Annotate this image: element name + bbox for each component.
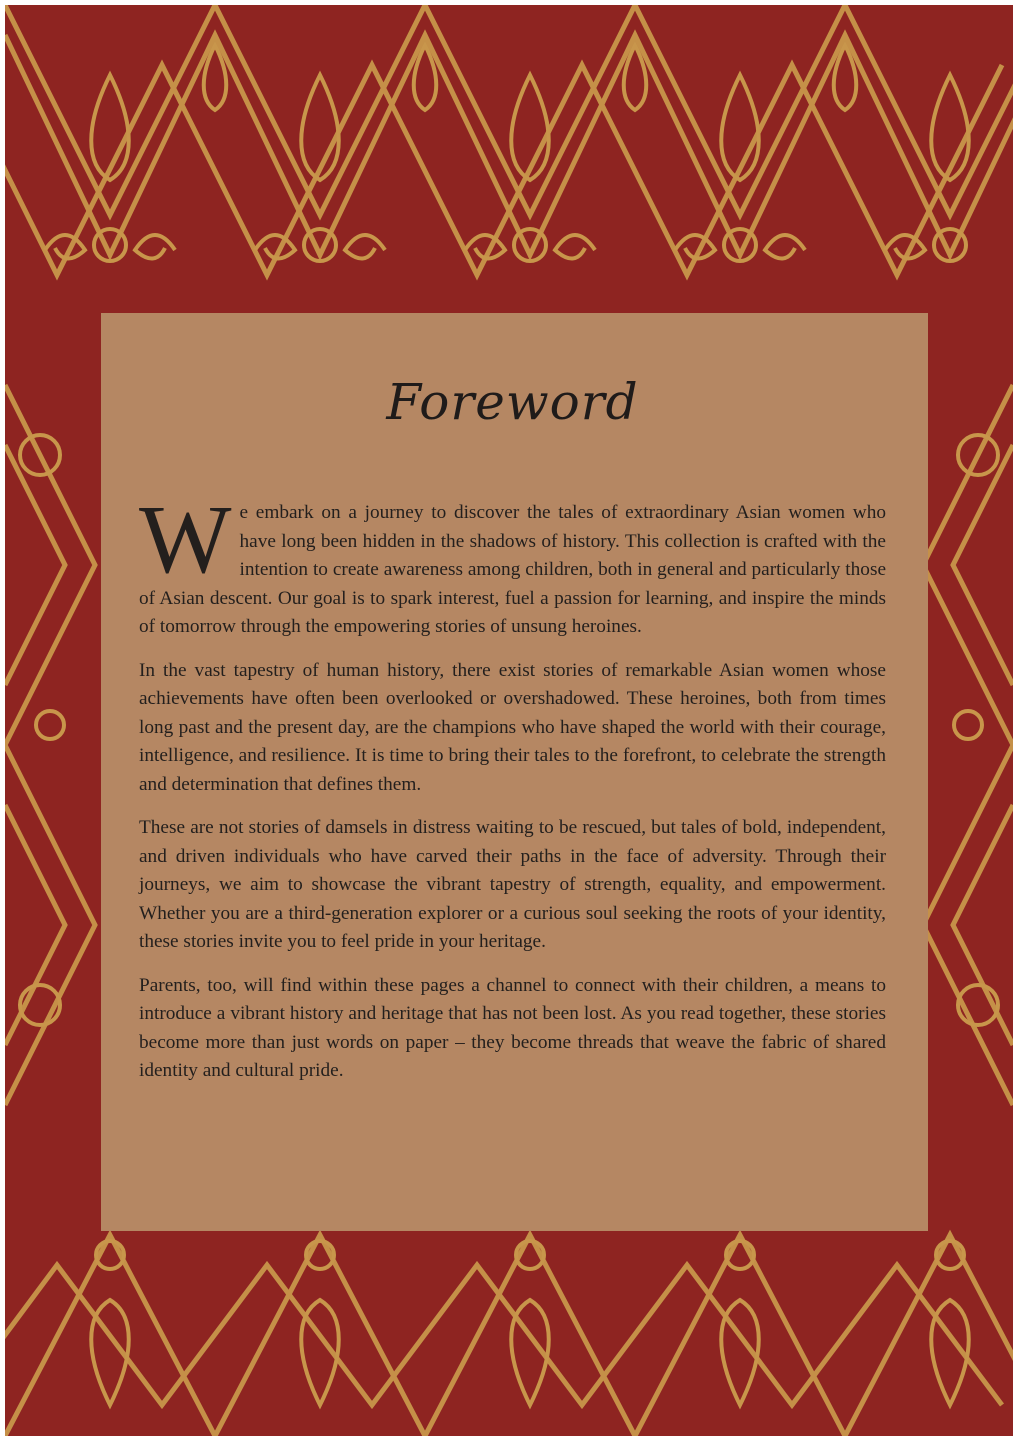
paragraph-2: In the vast tapestry of human history, there exist stories of remarkable Asian women whose achievements have often been overlooked or overshadowed. These heroines, both from times long past and the present day, are the champions who have shaped the world with their courage, intelligence, and resilience. It is time to bring their tales to the forefront, to celebrate the strength and determination that defines them.: [139, 659, 886, 795]
paragraph-1-text: e embark on a journey to discover the tales of extraordinary Asian women who have long been hidden in the shadows of history. This collection is crafted with the intention to create awareness among children, both in general and particularly those of Asian descent. Our goal is to spark interest, fuel a passion for learning, and inspire the minds of tomorrow through the empowering stories of unsung heroines.: [139, 502, 886, 637]
paragraph-4: Parents, too, will find within these pages a channel to connect with their children, a means to introduce a vibrant history and heritage that has not been lost. As you read together, these stories become more than just words on paper – they become threads that weave the fabric of shared identity and cultural pride.: [139, 974, 886, 1081]
foreword-panel: [101, 313, 928, 1231]
paragraph-1: [139, 486, 886, 642]
paragraph-3: These are not stories of damsels in distress waiting to be rescued, but tales of bold, independent, and driven individuals who have carved their paths in the face of adversity. Through their journeys, we aim to showcase the vibrant tapestry of strength, equality, and empowerment. Whether you are a third-generation explorer or a curious soul seeking the roots of your identity, these stories invite you to feel pride in your heritage.: [139, 817, 886, 952]
page-title: Foreword: [386, 373, 639, 431]
drop-cap: W: [139, 486, 232, 594]
page-background: [5, 5, 1013, 1436]
